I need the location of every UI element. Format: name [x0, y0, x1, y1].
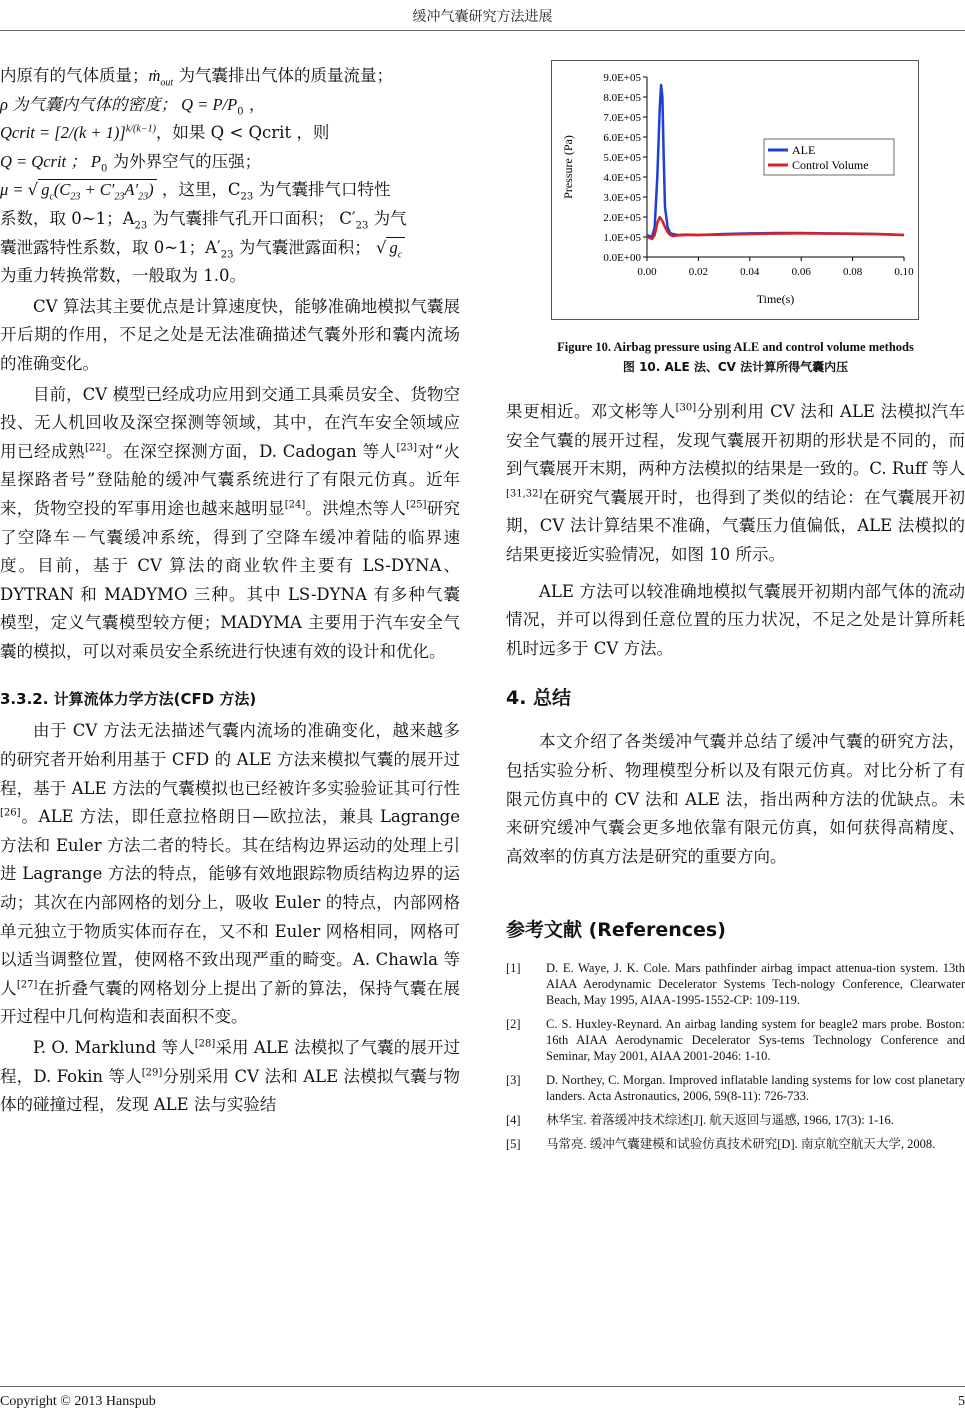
citation: [24] [284, 499, 306, 511]
pressure-chart [552, 61, 918, 319]
paragraph-application [0, 381, 460, 667]
running-head: 缓冲气囊研究方法进展 [412, 9, 553, 25]
citation: [31,32] [506, 488, 543, 500]
y-tick-label: 3.0E+05 [603, 192, 641, 204]
text: 果更相近。邓文彬等人 [506, 402, 676, 421]
text-line: 为重力转换常数，一般取为 1.0。 [0, 266, 246, 286]
math: μ = [0, 180, 28, 200]
math: Q = Qcrit ； P [0, 151, 101, 171]
text: 在研究气囊展开时，也得到了类似的结论：在气囊展开初期，CV 法计算结果不准确，气囊压力值偏低，ALE 法模拟的结果更接近实验情况，如图 10 所示。 [506, 487, 965, 564]
y-axis-label: Pressure (Pa) [561, 135, 575, 199]
reference-item [506, 1112, 965, 1128]
math-sub: 23 [114, 191, 125, 203]
legend-label: Control Volume [792, 158, 869, 172]
text: 系数，取 0~1；A [0, 208, 135, 228]
x-tick-label: 0.04 [740, 266, 760, 278]
y-tick-label: 1.0E+05 [603, 232, 641, 244]
figure-10 [551, 60, 919, 320]
citation: [28] [194, 1038, 216, 1050]
text-line [0, 62, 460, 91]
y-tick-label: 6.0E+05 [603, 132, 641, 144]
section-heading-4: 4. 总结 [506, 687, 572, 710]
header-rule [0, 30, 965, 31]
math: ρ 为气囊内气体的密度； Q = P/P [0, 94, 238, 114]
reference-number: [3] [506, 1073, 521, 1088]
reference-item [506, 1016, 965, 1064]
math-sub: c [49, 191, 54, 203]
paragraph-summary: 本文介绍了各类缓冲气囊并总结了缓冲气囊的研究方法，包括实验分析、物理模型分析以及有限元仿真。对比分析了有限元仿真中的 CV 法和 ALE 法，指出两种方法的优缺点。未来研究缓冲气囊会更多地依靠有限元仿真，如何获得高精度、高效率的仿真方法是研究的重要方向。 [506, 732, 965, 866]
x-tick-label: 0.08 [842, 266, 863, 278]
reference-text: 马常亮. 缓冲气囊建模和试验仿真技术研究[D]. 南京航空航天大学, 2008. [546, 1137, 936, 1152]
text: 为气囊排气孔开口面积； C′ [147, 208, 356, 228]
reference-number: [5] [506, 1137, 521, 1152]
reference-text: 林华宝. 着落缓冲技术综述[J]. 航天返回与遥感, 1966, 17(3): 1-16. [546, 1113, 894, 1128]
text: ，如果 Q < Qcrit ，则 [155, 123, 330, 143]
math-sub: 0 [237, 105, 244, 117]
paragraph-cfd [0, 717, 460, 1032]
citation: [30] [675, 402, 697, 414]
legend-label: ALE [792, 143, 816, 157]
figure-caption-zh: 图 10. ALE 法、CV 法计算所得气囊内压 [622, 360, 849, 374]
citation: [29] [141, 1067, 163, 1079]
text: 分别利用 CV 法和 ALE 法模拟汽车安全气囊的展开过程，发现气囊展开初期的形状是不同的，而到气囊展开末期，两种方法模拟的结果是一致的。C. Ruff 等人 [506, 402, 965, 479]
text: 分别采用 CV 法和 ALE 法模拟气囊与物体的碰撞过程，发现 ALE 法与实验结 [0, 1066, 461, 1115]
y-tick-label: 2.0E+05 [603, 212, 641, 224]
text: 研究了空降车－气囊缓冲系统，得到了空降车缓冲着陆的临界速度。目前，基于 CV 算法的商业软件主要有 LS-DYNA、DYTRAN 和 MADYMO 三种。其中 LS-DYNA 有多种气囊模型，定义气囊模型较方便；MADYMA 主要用于汽车安全气囊的模拟，可以对乘员安全系统进行快速有效的设计和优化。 [0, 498, 461, 661]
reference-item [506, 1136, 965, 1152]
math-sub: c [397, 248, 403, 260]
formula-line [0, 119, 460, 148]
math-sub: 23 [355, 220, 369, 232]
citation: [27] [16, 979, 38, 991]
copyright: Copyright © 2013 Hanspub [0, 1394, 156, 1409]
formula-line: μ = √ $g_c(C_{23} + C'_{23}A'_{23})$ ，这里，$C_{23}$ 为气囊排气口特性 [0, 180, 391, 203]
reference-text: D. Northey, C. Morgan. Improved inflatable landing systems for low cost planetary landers. Acta Astronautics, 2006, 59(8-11): 726-733. [546, 1073, 965, 1104]
text: 由于 CV 方法无法描述气囊内流场的准确变化，越来越多的研究者开始利用基于 CFD 的 ALE 方法来模拟气囊的展开过程，基于 ALE 方法的气囊模拟也已经被许多实验验证其可行性 [0, 721, 460, 798]
x-tick-label: 0.02 [688, 266, 709, 278]
text: 为气囊排出气体的质量流量； [173, 66, 393, 85]
math: g [389, 237, 398, 257]
left-column [0, 62, 460, 1120]
reference-number: [4] [506, 1113, 521, 1128]
reference-item [506, 1072, 965, 1104]
math: ) [148, 180, 154, 200]
math: g [41, 180, 50, 200]
math-sup: k/(k−1) [125, 123, 156, 135]
section-heading-3-3-2: 3.3.2. 计算流体力学方法(CFD 方法) [0, 690, 257, 709]
math: Qcrit = [2/(k + 1)] [0, 123, 126, 143]
text: 。ALE 方法，即任意拉格朗日—欧拉法，兼具 Lagrange 方法和 Euler 方法二者的特长。其在结构边界运动的处理上引进 Lagrange 方法的特点，能够有效地跟踪物质结构边界的运动；其次在内部网格的划分上，吸收 Euler 的特点，内部网格单元独立于物质实体而存在，又不和 Euler 网格相同，网格可以适当调整位置，使网格不致出现严重的畸变。A. Chawla 等人 [0, 807, 460, 998]
text: 为气囊泄露面积； [233, 237, 371, 257]
x-tick-label: 0.00 [637, 266, 657, 278]
math: (C [53, 180, 71, 200]
paragraph-results [506, 398, 965, 570]
math: + C′ [80, 180, 115, 200]
text: 在折叠气囊的网格划分上提出了新的算法，保持气囊在展开过程中几何构造和表面积不变。 [0, 978, 461, 1027]
footer-rule [0, 1386, 965, 1387]
sqrt-expression [38, 179, 156, 203]
text-line [0, 205, 460, 234]
reference-number: [2] [506, 1017, 521, 1032]
figure-caption-en: Figure 10. Airbag pressure using ALE and control volume methods [557, 340, 914, 354]
text-line: 囊泄露特性系数，取 0~1；$A'_{23}$ 为气囊泄露面积； √ $g_c$ [0, 234, 460, 263]
y-tick-label: 7.0E+05 [603, 112, 641, 124]
citation: [25] [405, 499, 427, 511]
math-sub: 23 [240, 191, 254, 203]
citation: [23] [396, 442, 418, 454]
text: 内原有的气体质量； [0, 66, 149, 85]
paragraph-ale: ALE 方法可以较准确地模拟气囊展开初期内部气体的流动情况，并可以得到任意位置的压力状况，不足之处是计算所耗机时远多于 CV 方法。 [506, 581, 965, 658]
math: ṁ [148, 66, 161, 85]
sqrt-expression [386, 237, 405, 260]
page-number: 5 [958, 1394, 965, 1409]
x-axis-label: Time(s) [756, 292, 795, 306]
y-tick-label: 8.0E+05 [603, 92, 641, 104]
right-column [506, 398, 965, 1160]
citation: [22] [85, 442, 106, 454]
references-heading: 参考文献 (References) [506, 919, 726, 942]
reference-item [506, 960, 965, 1008]
math: A′ [124, 180, 139, 200]
text: 。洪煌杰等人 [305, 498, 406, 518]
math-sub: 23 [138, 191, 149, 203]
citation: [26] [0, 807, 21, 819]
y-tick-label: 0.0E+00 [603, 252, 641, 264]
reference-text: D. E. Waye, J. K. Cole. Mars pathfinder airbag impact attenua-tion system. 13th AIAA Aerodynamic Decelerator Systems Tech-nology Conference, Clearwater Beach, May 1995, AIAA-1995-1552-CP: 109-119. [546, 961, 965, 1008]
math-sub: out [160, 77, 174, 89]
text: 对“火星探路者号”登陆舱的缓冲气囊系统进行了有限元仿真。近年来，货物空投的军事用途也越来越明显 [0, 441, 460, 518]
text: 。在深空探测方面，D. Cadogan 等人 [105, 441, 397, 461]
text: 囊泄露特性系数，取 0~1；A′ [0, 237, 221, 257]
formula-line: ρ 为气囊内气体的密度； $Q = P/P_0$ ， [0, 94, 266, 117]
text: 为外界空气的压强； [107, 151, 262, 171]
paragraph-cv: CV 算法其主要优点是计算速度快，能够准确地模拟气囊展开后期的作用，不足之处是无法准确描述气囊外形和囊内流场的准确变化。 [0, 296, 460, 373]
text: ，这里，C [156, 180, 241, 200]
text: 为气 [368, 208, 407, 228]
text: 为气囊排气口特性 [253, 180, 391, 200]
y-tick-label: 9.0E+05 [603, 72, 641, 84]
text: P. O. Marklund 等人 [33, 1038, 195, 1057]
x-tick-label: 0.10 [894, 266, 914, 278]
reference-list [506, 960, 965, 1152]
text: 目前，CV 模型已经成功应用到交通工具乘员安全、货物空投、无人机回收及深空探测等领域，其中，在汽车安全领域应用已经成熟 [0, 384, 460, 461]
y-tick-label: 4.0E+05 [603, 172, 641, 184]
reference-text: C. S. Huxley-Reynard. An airbag landing system for beagle2 mars probe. Boston: 16th AIAA Aerodynamic Decelerator Sys-tems Technology Conference and Seminar, May 2001, AIAA 2001-2046: 1-10. [546, 1017, 965, 1064]
y-tick-label: 5.0E+05 [603, 152, 641, 164]
text: 采用 ALE 法模拟了气囊的展开过程，D. Fokin 等人 [0, 1038, 460, 1086]
math-sub: 23 [134, 220, 148, 232]
math-sub: 23 [220, 248, 234, 260]
series-line-control-volume [647, 217, 904, 239]
paragraph-marklund [0, 1034, 460, 1120]
math-sub: 23 [70, 191, 81, 203]
reference-number: [1] [506, 961, 521, 976]
formula-line [0, 148, 460, 177]
x-tick-label: 0.06 [791, 266, 811, 278]
math-sub: 0 [100, 163, 108, 175]
